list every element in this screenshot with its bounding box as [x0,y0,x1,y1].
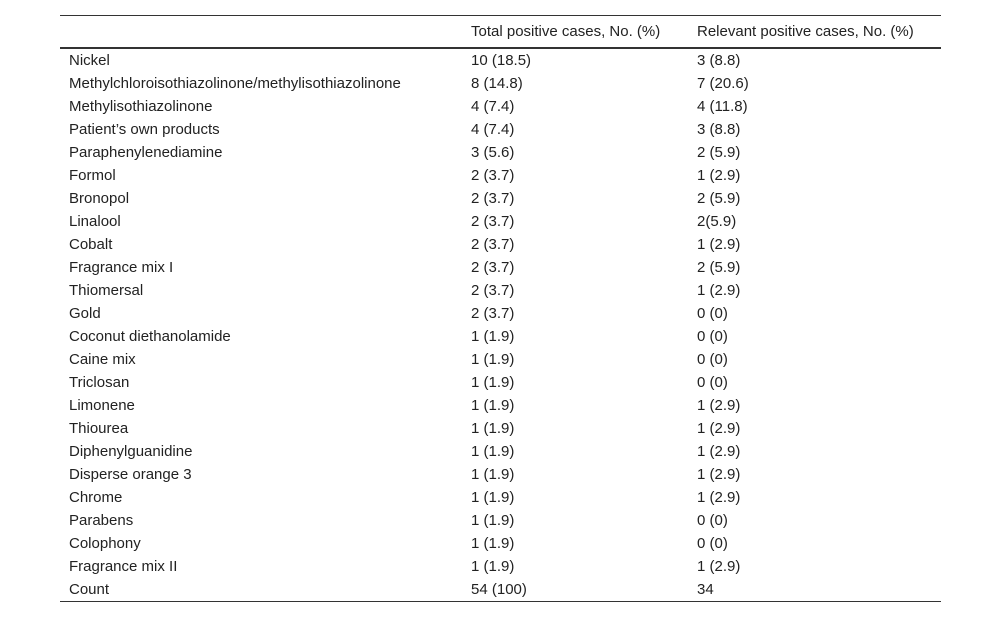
table-row [60,532,941,555]
total-positive-cell: 2 (3.7) [471,236,515,253]
total-positive-cell: 2 (3.7) [471,167,515,184]
total-positive-cell: 2 (3.7) [471,305,515,322]
relevant-positive-cell: 2 (5.9) [697,190,741,207]
table-row [60,187,941,210]
table-row [60,233,941,256]
total-positive-cell: 1 (1.9) [471,512,515,529]
table-row [60,555,941,578]
table-row [60,164,941,187]
total-positive-cell: 1 (1.9) [471,535,515,552]
allergen-cell: Methylisothiazolinone [69,98,213,115]
total-positive-cell: 1 (1.9) [471,397,515,414]
relevant-positive-cell: 0 (0) [697,535,728,552]
allergen-cell: Methylchloroisothiazolinone/methylisothiazolinone [69,75,401,92]
relevant-positive-cell: 0 (0) [697,351,728,368]
table-row [60,256,941,279]
total-positive-cell: 8 (14.8) [471,75,523,92]
relevant-positive-cell: 2(5.9) [697,213,737,230]
table-row [60,509,941,532]
table-body [60,48,941,602]
allergen-cell: Caine mix [69,351,136,368]
total-positive-cell: 2 (3.7) [471,213,515,230]
relevant-positive-cell: 1 (2.9) [697,420,741,437]
table-row [60,95,941,118]
allergen-cell: Count [69,581,110,598]
allergen-cell: Patient’s own products [69,121,220,138]
allergen-cell: Cobalt [69,236,113,253]
relevant-positive-cell: 3 (8.8) [697,121,741,138]
table-row [60,118,941,141]
allergen-cell: Linalool [69,213,121,230]
allergen-cell: Coconut diethanolamide [69,328,231,345]
table-row [60,348,941,371]
relevant-positive-cell: 1 (2.9) [697,558,741,575]
header-row [60,16,941,49]
relevant-positive-cell: 0 (0) [697,305,728,322]
table-row [60,72,941,95]
allergen-cell: Gold [69,305,101,322]
relevant-positive-cell: 1 (2.9) [697,466,741,483]
relevant-positive-cell: 2 (5.9) [697,144,741,161]
total-positive-cell: 3 (5.6) [471,144,515,161]
total-positive-cell: 54 (100) [471,581,527,598]
relevant-positive-cell: 1 (2.9) [697,282,741,299]
total-positive-cell: 1 (1.9) [471,351,515,368]
allergen-cell: Diphenylguanidine [69,443,193,460]
total-positive-cell: 1 (1.9) [471,466,515,483]
table-header [60,16,941,49]
allergen-table-container [60,15,941,602]
allergen-cell: Parabens [69,512,134,529]
allergen-cell: Disperse orange 3 [69,466,192,483]
relevant-positive-cell: 0 (0) [697,374,728,391]
table-row [60,394,941,417]
allergen-cell: Thiomersal [69,282,144,299]
table-row [60,371,941,394]
relevant-positive-cell: 1 (2.9) [697,236,741,253]
allergen-cell: Bronopol [69,190,130,207]
allergen-cell: Thiourea [69,420,129,437]
allergen-cell: Colophony [69,535,141,552]
total-positive-cell: 10 (18.5) [471,52,532,69]
relevant-positive-cell: 34 [697,581,714,598]
table-row [60,279,941,302]
relevant-positive-cell: 0 (0) [697,328,728,345]
table-row [60,141,941,164]
allergen-table [60,15,941,602]
table-row [60,302,941,325]
allergen-cell: Paraphenylenediamine [69,144,223,161]
relevant-positive-cell: 2 (5.9) [697,259,741,276]
total-positive-cell: 2 (3.7) [471,190,515,207]
table-row [60,486,941,509]
relevant-positive-cell: 4 (11.8) [697,98,748,115]
total-positive-cell: 4 (7.4) [471,121,515,138]
table-row [60,417,941,440]
relevant-positive-cell: 0 (0) [697,512,728,529]
total-positive-cell: 1 (1.9) [471,374,515,391]
total-positive-cell: 4 (7.4) [471,98,515,115]
allergen-cell: Limonene [69,397,135,414]
relevant-positive-cell: 1 (2.9) [697,397,741,414]
total-positive-cell: 1 (1.9) [471,420,515,437]
relevant-positive-cell: 1 (2.9) [697,443,741,460]
relevant-positive-cell: 1 (2.9) [697,167,741,184]
total-positive-cell: 1 (1.9) [471,328,515,345]
total-positive-cell: 2 (3.7) [471,282,515,299]
table-row [60,463,941,486]
allergen-cell: Fragrance mix I [69,259,174,276]
relevant-positive-cell: 3 (8.8) [697,52,741,69]
total-positive-cell: 1 (1.9) [471,558,515,575]
allergen-cell: Chrome [69,489,123,506]
allergen-cell: Nickel [69,52,110,69]
allergen-cell: Formol [69,167,116,184]
relevant-positive-cell: 7 (20.6) [697,75,749,92]
table-row [60,325,941,348]
allergen-cell: Fragrance mix II [69,558,178,575]
table-row [60,440,941,463]
relevant-positive-cell: 1 (2.9) [697,489,741,506]
table-row [60,48,941,72]
header-total-positive: Total positive cases, No. (%) [471,23,661,40]
total-positive-cell: 2 (3.7) [471,259,515,276]
allergen-cell: Triclosan [69,374,130,391]
table-row [60,578,941,602]
header-allergen [60,16,462,49]
total-positive-cell: 1 (1.9) [471,443,515,460]
total-positive-cell: 1 (1.9) [471,489,515,506]
header-relevant-positive: Relevant positive cases, No. (%) [697,23,914,40]
table-row [60,210,941,233]
